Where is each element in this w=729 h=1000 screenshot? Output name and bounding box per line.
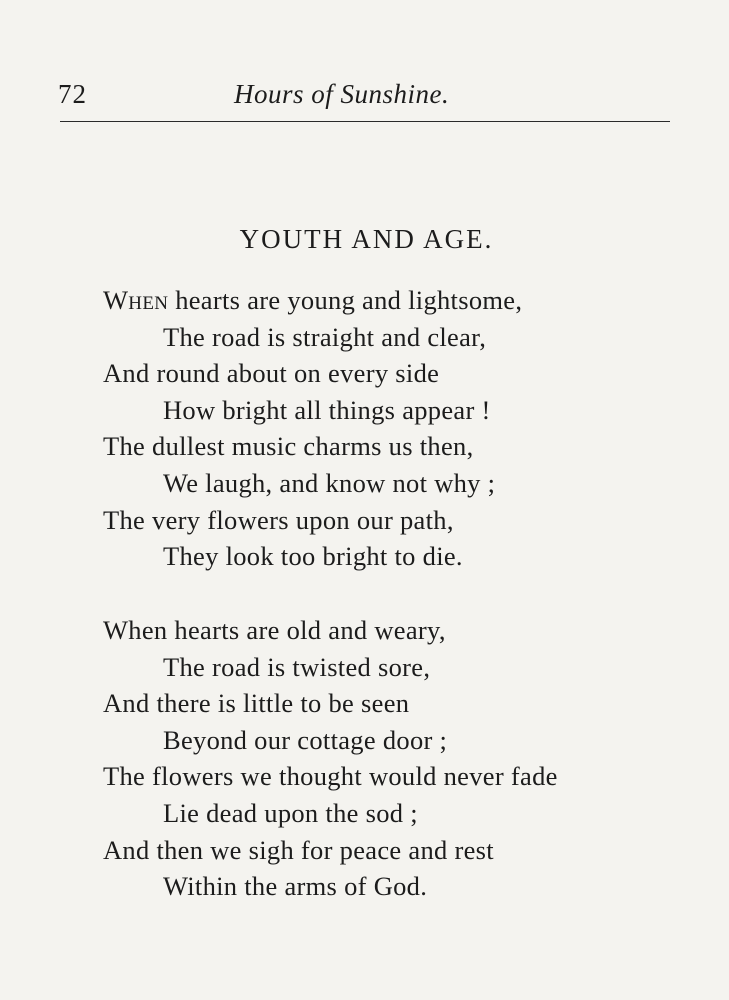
poem-line: The dullest music charms us then, xyxy=(103,431,474,462)
poem-title-text: YOUTH AND AGE. xyxy=(239,224,494,254)
poem-line: And there is little to be seen xyxy=(103,688,410,719)
poem-line: The flowers we thought would never fade xyxy=(103,761,558,792)
poem-line: The road is straight and clear, xyxy=(163,321,487,352)
poem-line: How bright all things appear ! xyxy=(163,394,491,425)
poem-line: The road is twisted sore, xyxy=(163,651,431,682)
poem-line xyxy=(103,282,703,319)
poem-title xyxy=(0,222,729,256)
poem-line: Beyond our cottage door ; xyxy=(163,724,448,755)
stanza-2 xyxy=(103,612,703,905)
poem-line: Within the arms of God. xyxy=(163,871,428,902)
header-rule xyxy=(60,121,670,122)
poem-line: The very flowers upon our path, xyxy=(103,504,454,535)
poem-line: And round about on every side xyxy=(103,358,440,389)
poem-line: And then we sigh for peace and rest xyxy=(103,834,494,865)
poem-line: When hearts are old and weary, xyxy=(103,615,446,645)
poem-line: We laugh, and know not why ; xyxy=(163,467,496,498)
drop-word: When xyxy=(103,285,169,315)
poem-line: They look too bright to die. xyxy=(163,541,463,572)
stanza-1 xyxy=(103,282,703,575)
poem-line-text: hearts are young and lightsome, xyxy=(168,285,523,315)
poem-line: Lie dead upon the sod ; xyxy=(163,797,418,828)
running-head xyxy=(58,76,671,112)
running-title: Hours of Sunshine. xyxy=(234,79,450,109)
page-number: 72 xyxy=(58,79,87,109)
